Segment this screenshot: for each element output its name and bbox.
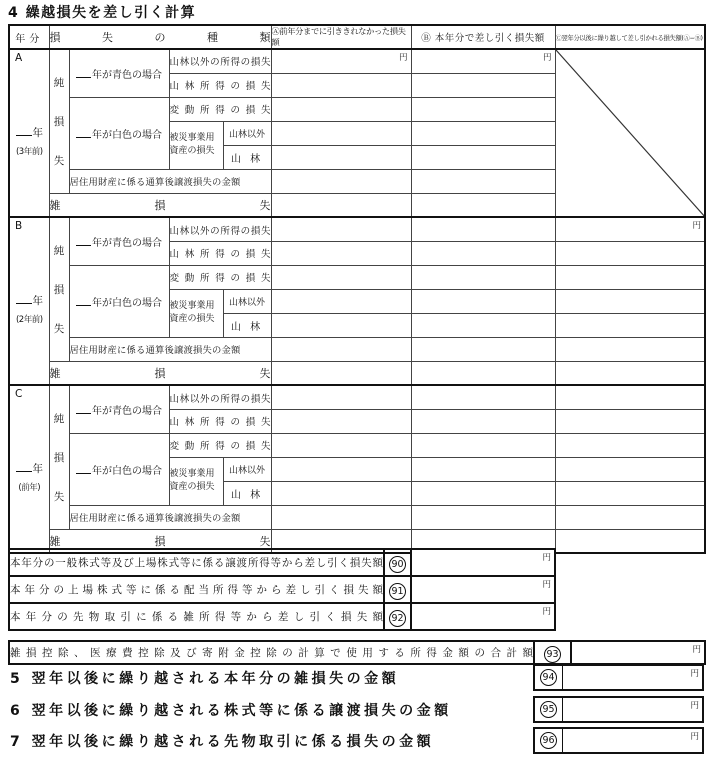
pure-loss-char: 失 — [53, 323, 65, 336]
amount-field-b-A[interactable] — [411, 73, 555, 97]
amount-field-a-C[interactable] — [271, 409, 411, 433]
amount-field-c-C[interactable] — [555, 481, 705, 505]
item-number-cell — [535, 666, 563, 689]
amount-field-a-A[interactable] — [271, 169, 411, 193]
carryover-loss-table — [8, 24, 706, 554]
section-5-heading: 5 翌年以後に繰り越される本年分の雑損失の金額 — [10, 671, 400, 687]
disaster-label-line: 資産の損失 — [169, 482, 215, 493]
amount-field-b-A[interactable] — [411, 121, 555, 145]
circled-number-92: 92 — [389, 610, 406, 627]
white-return-case-label: 年が白色の場合 — [69, 265, 169, 337]
amount-field-a-C[interactable] — [271, 433, 411, 457]
year-note: (3年前) — [15, 146, 43, 157]
loss-subtype-forest: 山 林 — [223, 481, 271, 505]
amount-field-c-B[interactable] — [555, 217, 705, 241]
deduction-label-90: 本年分の一般株式等及び上場株式等に係る譲渡所得等から差し引く損失額 — [9, 549, 384, 576]
amount-field-90[interactable] — [411, 549, 555, 576]
yen-mark: 円 — [542, 607, 551, 617]
yen-mark: 円 — [692, 221, 701, 232]
table-row — [9, 49, 705, 73]
header-col-a: Ⓐ前年分までに引ききれなかった損失額 — [271, 25, 411, 49]
total-label-93: 雑損控除、医療費控除及び寄附金控除の計算で使用する所得金額の合計額 — [9, 641, 534, 664]
income-total-table — [8, 640, 706, 665]
amount-field-b-C[interactable] — [411, 385, 555, 409]
circled-number-93: 93 — [544, 646, 561, 663]
pure-loss-char: 純 — [53, 76, 65, 89]
header-loss-type: 損失の種類 — [49, 25, 271, 49]
loss-type-fluctuating: 変動所得の損失 — [169, 433, 271, 457]
fill-in-blank[interactable] — [76, 463, 91, 474]
fill-in-blank[interactable] — [76, 235, 91, 246]
white-return-case-label: 年が白色の場合 — [69, 97, 169, 169]
diagonal-line — [556, 50, 705, 216]
circled-number-96: 96 — [540, 732, 557, 749]
loss-type-forest: 山林所得の損失 — [169, 73, 271, 97]
amount-field-b-A[interactable] — [411, 145, 555, 169]
amount-field-b-B[interactable] — [411, 217, 555, 241]
amount-field-b-A[interactable] — [411, 49, 555, 73]
blue-return-case-label: 年が青色の場合 — [69, 217, 169, 265]
loss-subtype-forest: 山 林 — [223, 145, 271, 169]
amount-field-c-B[interactable] — [555, 337, 705, 361]
loss-type-disaster-assets — [169, 289, 223, 337]
yen-mark: 円 — [542, 53, 552, 63]
amount-field-a-A[interactable] — [271, 121, 411, 145]
section-7-heading: 7 翌年以後に繰り越される先物取引に係る損失の金額 — [10, 734, 435, 750]
amount-field-c-C[interactable] — [555, 409, 705, 433]
amount-field-b-B[interactable] — [411, 337, 555, 361]
deduction-label-91: 本年分の上場株式等に係る配当所得等から差し引く損失額 — [9, 576, 384, 603]
amount-field-a-C[interactable] — [271, 457, 411, 481]
year-blank[interactable]: 年 — [10, 461, 49, 476]
amount-field-a-A[interactable] — [271, 49, 411, 73]
amount-field-b-A[interactable] — [411, 169, 555, 193]
pure-loss-char: 損 — [53, 284, 65, 297]
table-row — [9, 385, 705, 409]
section-4-title: 4 繰越損失を差し引く計算 — [8, 5, 197, 21]
year-cell-C — [9, 385, 49, 553]
pure-loss-char: 失 — [53, 491, 65, 504]
table-row — [9, 549, 555, 576]
table-row — [9, 641, 705, 664]
deduction-label-92: 本年分の先物取引に係る雑所得等から差し引く損失額 — [9, 603, 384, 630]
pure-loss-group-label — [49, 217, 69, 361]
section-letter: A — [15, 52, 23, 64]
amount-field-b-A[interactable] — [411, 97, 555, 121]
amount-field-b-C[interactable] — [411, 457, 555, 481]
item-number-cell — [384, 576, 411, 603]
pure-loss-group-label — [49, 385, 69, 529]
fill-in-blank[interactable] — [76, 67, 91, 78]
year-blank[interactable]: 年 — [10, 125, 49, 140]
section-letter: C — [15, 388, 23, 401]
amount-field-c-B[interactable] — [555, 361, 705, 385]
loss-subtype-non-forest: 山林以外 — [223, 457, 271, 481]
loss-subtype-non-forest: 山林以外 — [223, 289, 271, 313]
loss-type-misc: 雑損失 — [49, 529, 271, 553]
disaster-label-line: 被災事業用 — [169, 469, 215, 480]
amount-field-a-B[interactable] — [271, 217, 411, 241]
amount-field-a-A[interactable] — [271, 97, 411, 121]
table-row — [9, 505, 705, 529]
amount-field-b-A[interactable] — [411, 193, 555, 217]
pure-loss-char: 純 — [53, 412, 65, 425]
table-row — [9, 433, 705, 457]
item-number-cell — [535, 698, 563, 721]
amount-field-c-C[interactable] — [555, 457, 705, 481]
fill-in-blank[interactable] — [76, 127, 91, 138]
fill-in-blank[interactable] — [16, 125, 32, 136]
amount-field-b-B[interactable] — [411, 289, 555, 313]
amount-field-a-C[interactable] — [271, 385, 411, 409]
loss-type-misc: 雑損失 — [49, 361, 271, 385]
fill-in-blank[interactable] — [76, 295, 91, 306]
amount-field-94[interactable] — [563, 666, 702, 689]
year-note: (2年前) — [15, 314, 43, 325]
amount-field-c-B[interactable] — [555, 241, 705, 265]
amount-field-92[interactable] — [411, 603, 555, 630]
header-year: 年分 — [9, 25, 49, 49]
amount-field-c-C[interactable] — [555, 385, 705, 409]
amount-field-b-B[interactable] — [411, 241, 555, 265]
loss-type-disaster-assets — [169, 457, 223, 505]
loss-type-non-forest: 山林以外の所得の損失 — [169, 217, 271, 241]
loss-type-non-forest: 山林以外の所得の損失 — [169, 385, 271, 409]
year-section-B — [9, 217, 705, 385]
amount-field-a-C[interactable] — [271, 481, 411, 505]
amount-field-a-B[interactable] — [271, 289, 411, 313]
yen-mark: 円 — [690, 701, 699, 711]
disaster-label-line: 被災事業用 — [169, 301, 215, 312]
amount-field-93[interactable] — [571, 641, 705, 664]
amount-field-b-C[interactable] — [411, 433, 555, 457]
circled-number-95: 95 — [540, 701, 557, 718]
table-row — [9, 361, 705, 385]
fill-in-blank[interactable] — [16, 293, 32, 304]
loss-type-non-forest: 山林以外の所得の損失 — [169, 49, 271, 73]
amount-field-c-C[interactable] — [555, 433, 705, 457]
stock-deduction-table — [8, 548, 556, 631]
loss-type-disaster-assets — [169, 121, 223, 169]
amount-field-a-B[interactable] — [271, 265, 411, 289]
amount-field-a-B[interactable] — [271, 361, 411, 385]
table-row — [9, 217, 705, 241]
carryover-box-95 — [533, 696, 704, 723]
amount-field-b-C[interactable] — [411, 481, 555, 505]
amount-field-b-C[interactable] — [411, 409, 555, 433]
yen-mark: 円 — [542, 580, 551, 590]
table-row — [9, 576, 555, 603]
item-number-cell — [535, 729, 563, 752]
loss-type-residential-transfer: 居住用財産に係る通算後譲渡損失の金額 — [69, 505, 271, 529]
header-col-b: Ⓑ 本年分で差し引く損失額 — [411, 25, 555, 49]
pure-loss-char: 失 — [53, 155, 65, 168]
amount-field-b-B[interactable] — [411, 313, 555, 337]
amount-field-a-A[interactable] — [271, 145, 411, 169]
carryover-box-96 — [533, 727, 704, 754]
loss-type-fluctuating: 変動所得の損失 — [169, 97, 271, 121]
loss-type-residential-transfer: 居住用財産に係る通算後譲渡損失の金額 — [69, 169, 271, 193]
year-cell-A — [9, 49, 49, 217]
white-return-case-label: 年が白色の場合 — [69, 433, 169, 505]
carryover-box-94 — [533, 664, 704, 691]
loss-subtype-forest: 山 林 — [223, 313, 271, 337]
year-note: (前年) — [18, 482, 41, 493]
amount-field-c-C[interactable] — [555, 529, 705, 553]
disaster-label-line: 資産の損失 — [169, 314, 215, 325]
disaster-label-line: 被災事業用 — [169, 133, 215, 144]
disaster-label-line: 資産の損失 — [169, 146, 215, 157]
circled-number-91: 91 — [389, 583, 406, 600]
amount-field-c-B[interactable] — [555, 313, 705, 337]
year-cell-B — [9, 217, 49, 385]
yen-mark: 円 — [692, 645, 701, 655]
yen-mark: 円 — [690, 669, 699, 679]
year-section-A — [9, 49, 705, 217]
amount-field-95[interactable] — [563, 698, 702, 721]
circled-number-90: 90 — [389, 556, 406, 573]
yen-mark: 円 — [398, 53, 408, 63]
amount-field-b-B[interactable] — [411, 361, 555, 385]
year-section-C — [9, 385, 705, 553]
blue-return-case-label: 年が青色の場合 — [69, 49, 169, 97]
amount-field-b-C[interactable] — [411, 505, 555, 529]
amount-field-91[interactable] — [411, 576, 555, 603]
yen-mark: 円 — [690, 732, 699, 742]
loss-subtype-non-forest: 山林以外 — [223, 121, 271, 145]
loss-type-fluctuating: 変動所得の損失 — [169, 265, 271, 289]
pure-loss-char: 損 — [53, 452, 65, 465]
amount-field-a-B[interactable] — [271, 313, 411, 337]
pure-loss-group-label — [49, 49, 69, 193]
amount-field-a-B[interactable] — [271, 241, 411, 265]
amount-field-a-C[interactable] — [271, 505, 411, 529]
circled-number-94: 94 — [540, 669, 557, 686]
loss-type-misc: 雑損失 — [49, 193, 271, 217]
amount-field-96[interactable] — [563, 729, 702, 752]
fill-in-blank[interactable] — [76, 403, 91, 414]
loss-type-forest: 山林所得の損失 — [169, 241, 271, 265]
loss-type-forest: 山林所得の損失 — [169, 409, 271, 433]
section-letter: B — [15, 220, 23, 233]
table-row — [9, 603, 555, 630]
amount-field-c-C[interactable] — [555, 505, 705, 529]
loss-type-residential-transfer: 居住用財産に係る通算後譲渡損失の金額 — [69, 337, 271, 361]
header-col-c: Ⓒ翌年分以後に繰り越して差し引かれる損失額(Ⓐ−Ⓑ) — [555, 25, 705, 49]
blue-return-case-label: 年が青色の場合 — [69, 385, 169, 433]
amount-field-c-B[interactable] — [555, 265, 705, 289]
item-number-cell — [384, 603, 411, 630]
item-number-cell — [384, 549, 411, 576]
year-blank[interactable]: 年 — [10, 293, 49, 308]
crossed-out-cell-A — [555, 49, 705, 217]
table-row — [9, 337, 705, 361]
amount-field-a-B[interactable] — [271, 337, 411, 361]
yen-mark: 円 — [542, 553, 551, 563]
amount-field-a-A[interactable] — [271, 193, 411, 217]
amount-field-a-A[interactable] — [271, 73, 411, 97]
table-row — [9, 265, 705, 289]
item-number-cell — [534, 641, 571, 664]
pure-loss-char: 損 — [53, 115, 65, 128]
amount-field-c-B[interactable] — [555, 289, 705, 313]
pure-loss-char: 純 — [53, 244, 65, 257]
section-6-heading: 6 翌年以後に繰り越される株式等に係る譲渡損失の金額 — [10, 703, 452, 719]
fill-in-blank[interactable] — [16, 461, 32, 472]
amount-field-b-B[interactable] — [411, 265, 555, 289]
